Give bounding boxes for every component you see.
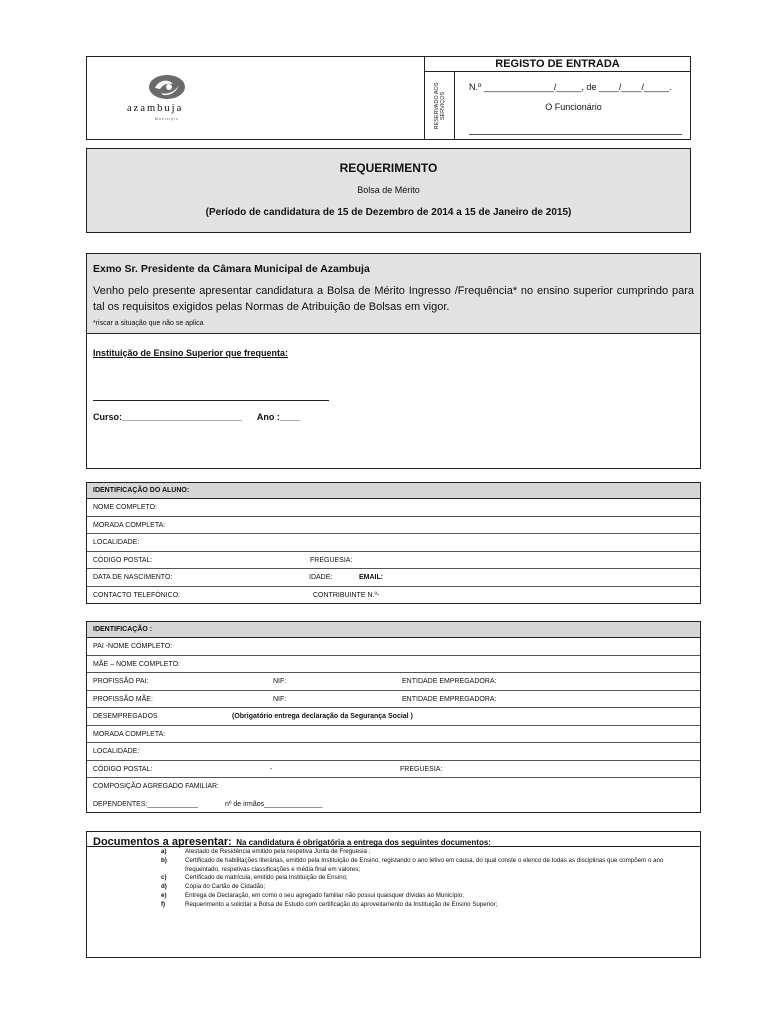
codigo-postal-label: CÓDIGO POSTAL: <box>93 765 153 773</box>
entidade-pai-label: ENTIDADE EMPREGADORA: <box>402 678 497 685</box>
list-item <box>147 848 692 857</box>
list-item-text: Atestado de Residência emitido pela respetiva Junta de Freguesia ; <box>185 848 371 855</box>
requerimento-title: REQUERIMENTO <box>339 161 438 175</box>
nome-label: NOME COMPLETO: <box>93 504 158 511</box>
nif-mae-label: NIF: <box>273 695 287 703</box>
list-item-letter: f) <box>161 900 166 908</box>
list-item-letter: b) <box>161 856 167 864</box>
contacto-label: CONTACTO TELEFÓNICO: <box>93 591 181 599</box>
strike-note: *riscar a situação que não se aplica <box>93 320 204 327</box>
parents-id-table <box>86 621 701 813</box>
profissao-mae-label: PROFISSÃO MÃE: <box>93 695 153 703</box>
list-item-letter: a) <box>161 848 167 855</box>
documents-list <box>147 848 692 910</box>
irmaos-field[interactable]: nº de irmãos_______________ <box>225 801 323 808</box>
dependentes-field[interactable]: DEPENDENTES:_____________ <box>93 801 199 808</box>
reserved-label <box>434 82 446 129</box>
logo-subtext: Município <box>155 117 179 121</box>
logo-text: azambuja <box>127 103 184 114</box>
contribuinte-label: CONTRIBUINTE N.º- <box>313 591 380 599</box>
freguesia-label: FREGUESIA: <box>310 556 353 564</box>
documents-intro: Na candidatura é obrigatória a entrega dos seguintes documentos: <box>236 838 491 847</box>
table-row[interactable] <box>87 534 700 552</box>
list-item <box>147 857 692 875</box>
list-item <box>147 883 692 892</box>
parents-id-header: IDENTIFICAÇÃO : <box>87 622 700 638</box>
table-row[interactable] <box>87 517 700 535</box>
course-row <box>93 412 300 422</box>
table-row[interactable] <box>87 743 700 761</box>
morada-label: MORADA COMPLETA: <box>93 730 166 738</box>
postal-dash: - <box>270 765 273 773</box>
institution-label: Instituição de Ensino Superior que frequenta: <box>93 348 289 358</box>
table-row[interactable] <box>87 796 700 812</box>
funcionario-label: O Funcionário <box>545 102 602 112</box>
requerimento-period: (Período de candidatura de 15 de Dezembro de 2014 a 15 de Janeiro de 2015) <box>205 207 572 218</box>
list-item <box>147 901 692 910</box>
list-item <box>147 874 692 883</box>
table-row[interactable] <box>87 673 700 691</box>
list-item <box>147 892 692 901</box>
application-statement: Venho pelo presente apresentar candidatura a Bolsa de Mérito Ingresso /Frequência* no ensino superior cumprindo para tal os requisitos exigidos pelas Normas de Atribuição de Bolsas em vigor. <box>93 285 694 313</box>
table-row[interactable] <box>87 499 700 517</box>
documents-header <box>87 832 700 847</box>
mae-nome-label: MÃE – NOME COMPLETO: <box>93 660 180 668</box>
codigo-postal-label: CÓDIGO POSTAL: <box>93 556 153 564</box>
table-row[interactable] <box>87 778 700 796</box>
table-row[interactable] <box>87 761 700 779</box>
localidade-label: LOCALIDADE: <box>93 539 140 546</box>
requerimento-subtitle: Bolsa de Mérito <box>357 185 420 195</box>
reserved-line-2: SERVIÇOS <box>439 91 446 120</box>
requerimento-box <box>86 148 691 233</box>
email-label: EMAIL: <box>359 574 384 581</box>
documents-title: Documentos a apresentar: <box>93 836 232 848</box>
reserved-cell <box>425 72 455 139</box>
list-item-letter: e) <box>161 891 167 899</box>
list-item-letter: c) <box>161 874 167 882</box>
desempregados-label: DESEMPREGADOS <box>93 713 158 720</box>
list-item-text: Certificado de habilitações literárias, emitido pela Instituição de Ensino, registando o ano letivo em causa, do qual conste o elenco de todas as disciplinas que compõem o ano frequentado, respetivas classificações e média final em valores; <box>185 856 664 873</box>
course-field[interactable]: Curso:________________________ <box>93 412 243 422</box>
list-item-letter: d) <box>161 883 167 891</box>
idade-label: IDADE: <box>309 574 333 581</box>
table-row[interactable] <box>87 726 700 744</box>
list-item-text: Requerimento a solicitar a Bolsa de Estudo com certificação do aproveitamento da Instituição de Ensino Superior; <box>185 900 498 908</box>
institution-field[interactable] <box>93 400 329 401</box>
student-id-table <box>86 482 701 604</box>
composicao-label: COMPOSIÇÃO AGREGADO FAMILIAR: <box>93 783 220 790</box>
desempregados-note: (Obrigatório entrega declaração da Segurança Social ) <box>232 713 413 720</box>
table-row[interactable] <box>87 708 700 726</box>
table-row[interactable] <box>87 587 700 604</box>
data-nascimento-label: DATA DE NASCIMENTO: <box>93 574 173 581</box>
list-item-text: Cópia do Cartão de Cidadão; <box>185 883 266 891</box>
documents-box <box>86 831 701 958</box>
table-row[interactable] <box>87 691 700 709</box>
registo-title: REGISTO DE ENTRADA <box>425 57 690 72</box>
application-box <box>86 253 701 469</box>
year-field[interactable]: Ano :____ <box>256 412 300 422</box>
freguesia-label: FREGUESIA: <box>400 765 443 773</box>
morada-label: MORADA COMPLETA: <box>93 521 166 529</box>
azambuja-logo-icon <box>147 73 187 101</box>
table-row[interactable] <box>87 656 700 674</box>
table-row[interactable] <box>87 638 700 656</box>
list-item-text: Certificado de matrícula, emitido pela Instituição de Ensino; <box>185 874 348 882</box>
profissao-pai-label: PROFISSÃO PAI: <box>93 678 149 685</box>
table-row[interactable] <box>87 569 700 587</box>
header-table <box>86 56 691 140</box>
signature-line[interactable] <box>469 134 682 135</box>
nif-pai-label: NIF: <box>273 678 287 685</box>
list-item-text: Entrega de Declaração, em como o seu agregado familiar não possui quaisquer dívidas ao Município; <box>185 891 464 899</box>
entidade-mae-label: ENTIDADE EMPREGADORA: <box>402 695 497 703</box>
reserved-line-1: RESERVADO AOS <box>433 82 440 129</box>
localidade-label: LOCALIDADE: <box>93 748 140 755</box>
application-header <box>87 254 700 334</box>
logo-cell <box>87 57 425 139</box>
registo-fields <box>457 72 690 139</box>
registo-number-field[interactable]: N.º ______________/_____, de ____/____/_____. <box>469 82 672 92</box>
table-row[interactable] <box>87 552 700 570</box>
addressee-heading: Exmo Sr. Presidente da Câmara Municipal de Azambuja <box>93 263 370 275</box>
student-id-header: IDENTIFICAÇÃO DO ALUNO: <box>87 483 700 499</box>
pai-nome-label: PAI -NOME COMPLETO: <box>93 643 173 650</box>
